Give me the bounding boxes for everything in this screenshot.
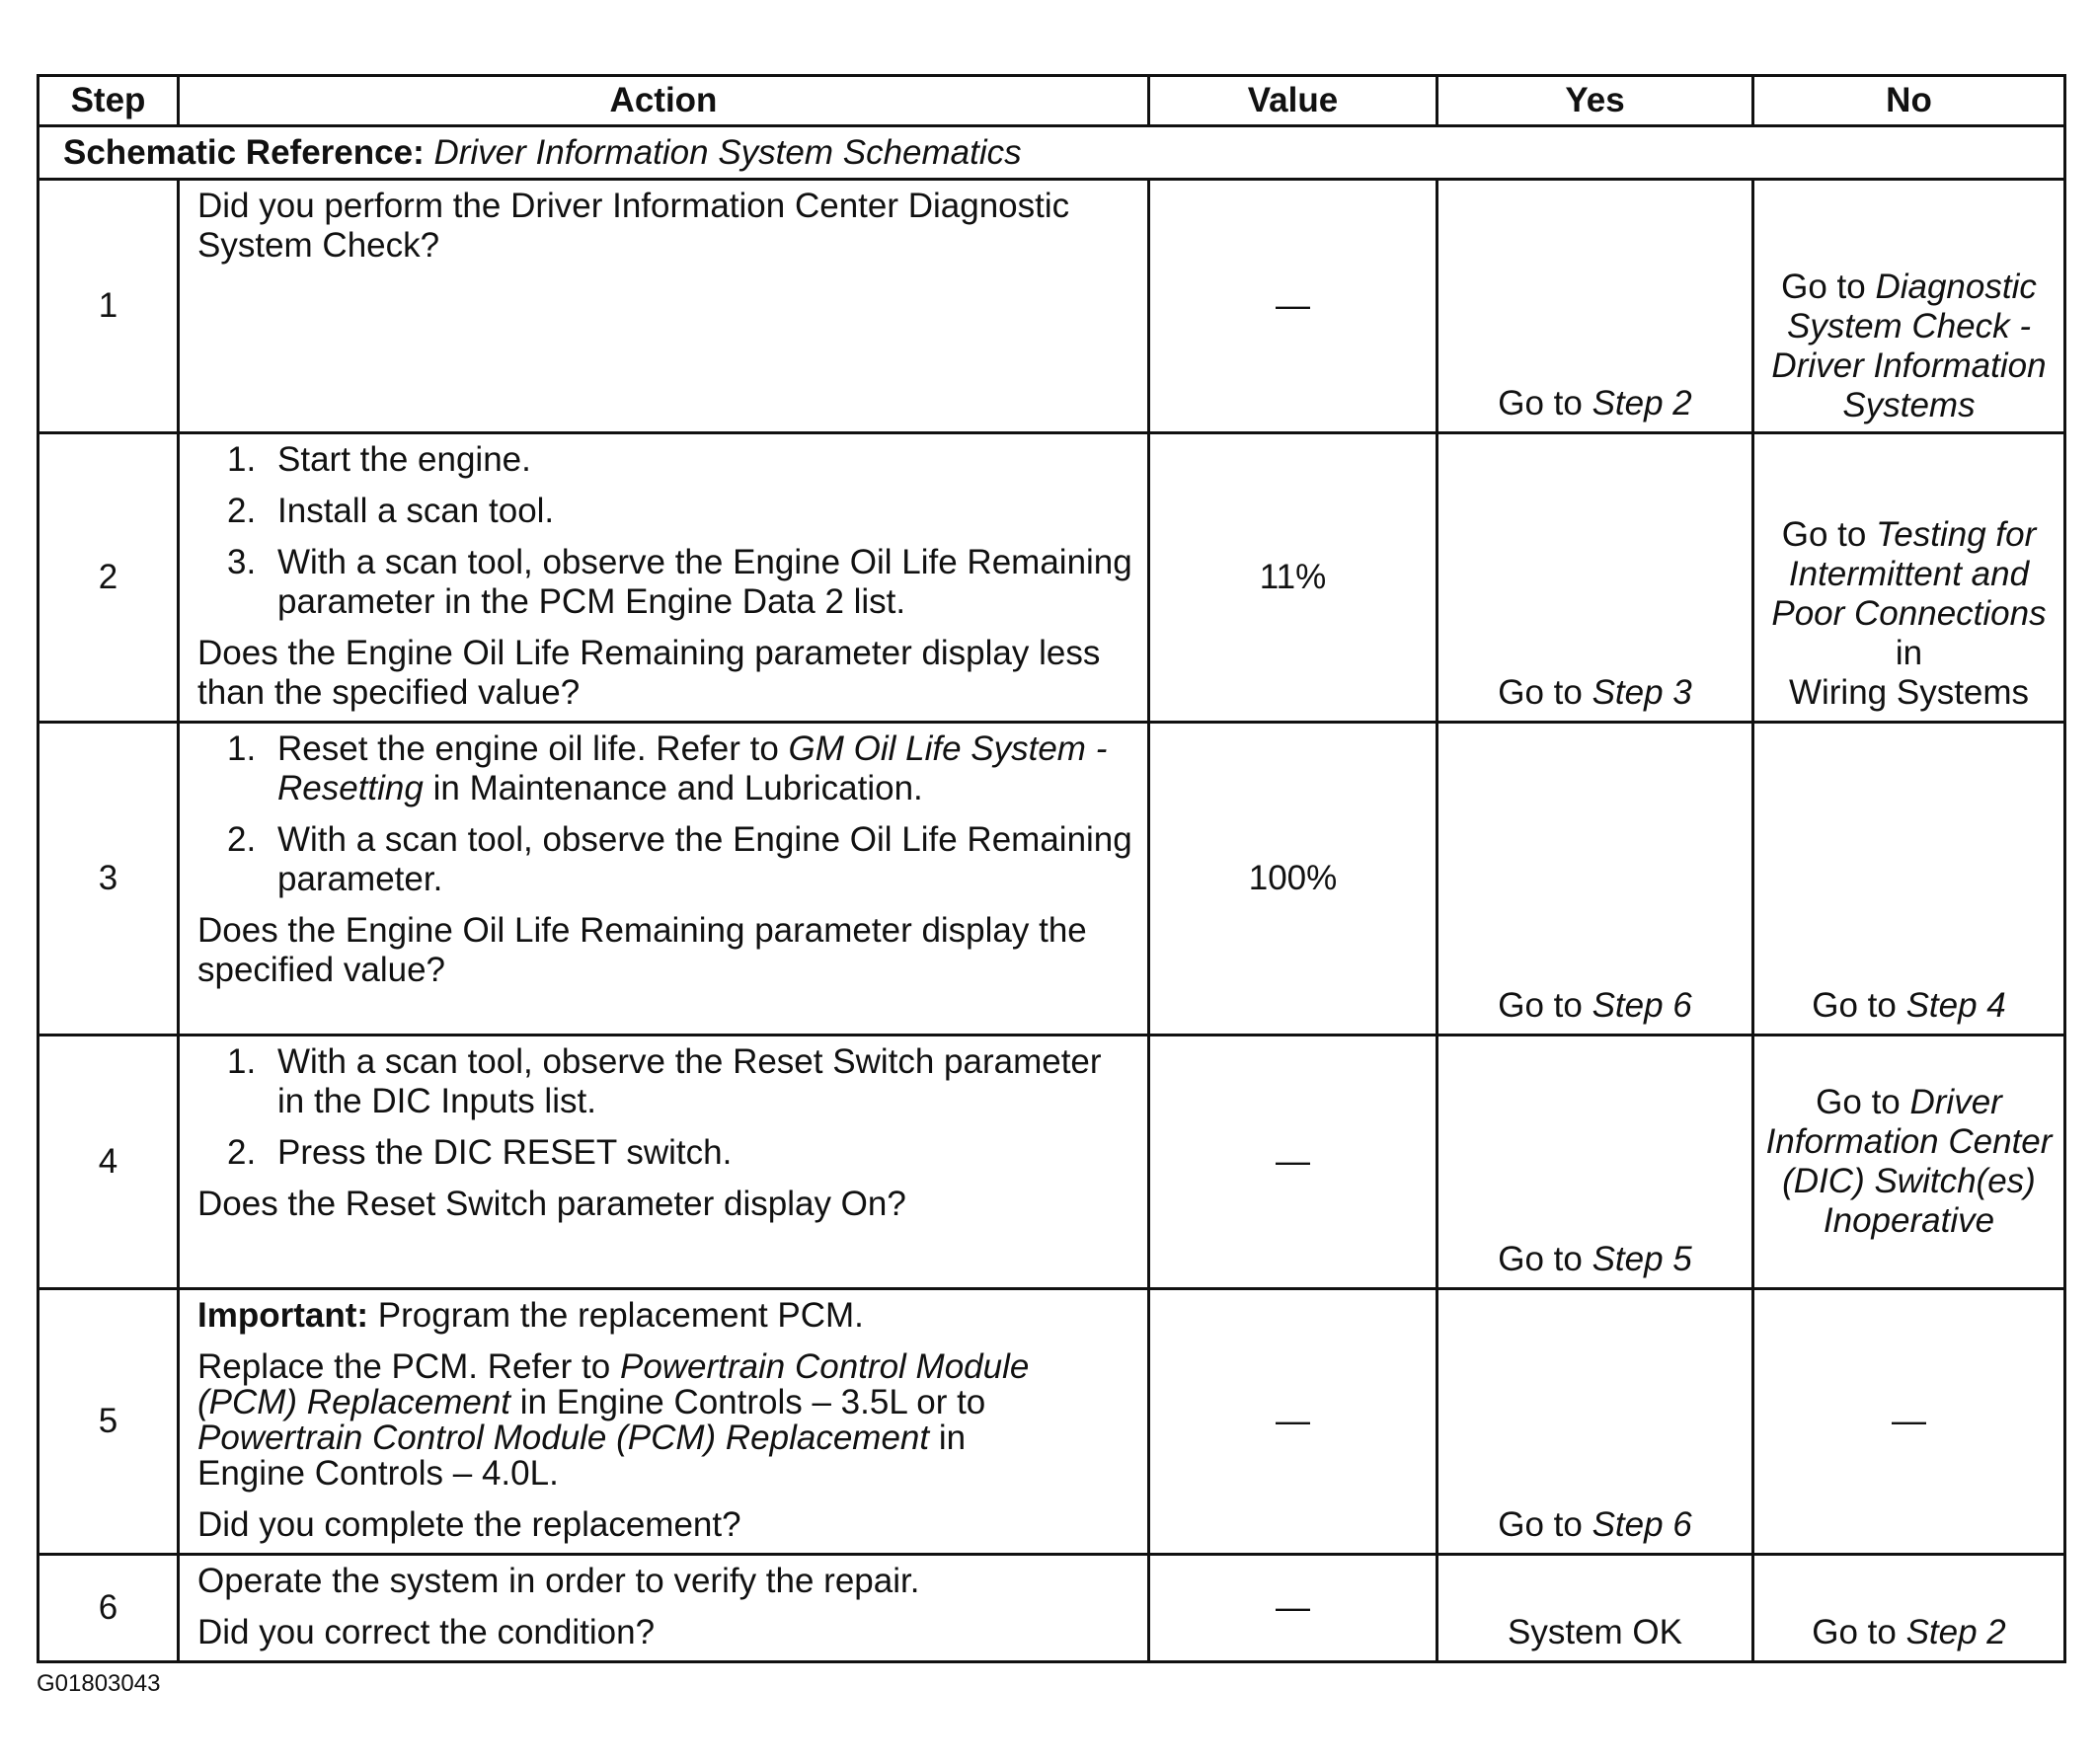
list-item-number: 2. bbox=[227, 492, 257, 530]
header-action: Action bbox=[179, 76, 1149, 126]
list-item-text: Press the DIC RESET switch. bbox=[277, 1133, 733, 1172]
action-cell bbox=[179, 1555, 1149, 1662]
header-row bbox=[39, 76, 2065, 126]
yes-link[interactable]: Step 6 bbox=[1592, 986, 1692, 1025]
important-label: Important: bbox=[197, 1296, 369, 1335]
figure-id: G01803043 bbox=[37, 1670, 161, 1697]
schematic-reference-link[interactable]: Driver Information System Schematics bbox=[433, 132, 1022, 172]
table-row bbox=[39, 1035, 2065, 1289]
action-question: Does the Reset Switch parameter display On? bbox=[197, 1185, 906, 1223]
no-cell bbox=[1753, 180, 2065, 433]
step-number: 6 bbox=[39, 1555, 179, 1662]
list-item-text: With a scan tool, observe the Engine Oil Life Remaining parameter in the PCM Engine Data 2 list. bbox=[277, 543, 1132, 621]
value-cell: 11% bbox=[1149, 433, 1437, 723]
value-cell: — bbox=[1149, 1289, 1437, 1555]
table-row bbox=[39, 1289, 2065, 1555]
action-text: Did you perform the Driver Information Center Diagnostic System Check? bbox=[197, 187, 1070, 265]
action-question: Did you complete the replacement? bbox=[197, 1505, 741, 1544]
action-question: Does the Engine Oil Life Remaining parameter display less than the specified value? bbox=[197, 634, 1101, 712]
no-link[interactable]: Driver Information Center (DIC) Switch(es) Inoperative bbox=[1765, 1083, 2053, 1240]
list-item-text: Reset the engine oil life. Refer to bbox=[277, 729, 789, 768]
important-note bbox=[197, 1296, 1133, 1336]
list-item-number: 1. bbox=[227, 729, 257, 768]
step-number: 5 bbox=[39, 1289, 179, 1555]
action-steps bbox=[197, 1042, 1133, 1173]
list-item-number: 2. bbox=[227, 1133, 257, 1172]
step-number: 2 bbox=[39, 433, 179, 723]
list-item-number: 1. bbox=[227, 1042, 257, 1081]
yes-cell bbox=[1437, 180, 1753, 433]
value-cell: — bbox=[1149, 1035, 1437, 1289]
replace-text: Replace the PCM. Refer to bbox=[197, 1347, 620, 1386]
replace-link[interactable]: Powertrain Control Module (PCM) Replacement bbox=[197, 1419, 930, 1457]
list-item bbox=[227, 1133, 1133, 1173]
list-item bbox=[227, 820, 1133, 899]
schematic-reference-label: Schematic Reference: bbox=[63, 132, 425, 172]
yes-cell bbox=[1437, 1289, 1753, 1555]
no-prefix: Go to bbox=[1812, 986, 1906, 1025]
no-prefix: Go to bbox=[1781, 515, 1877, 554]
step-number: 1 bbox=[39, 180, 179, 433]
diagnostic-table bbox=[37, 74, 2066, 1663]
no-link[interactable]: Step 4 bbox=[1905, 986, 2006, 1025]
list-item bbox=[227, 543, 1133, 622]
no-prefix: Go to bbox=[1781, 268, 1876, 306]
yes-prefix: Go to bbox=[1498, 986, 1592, 1025]
list-item-text: Install a scan tool. bbox=[277, 492, 555, 530]
list-item-link[interactable]: GM Oil Life System - Resetting bbox=[277, 729, 1108, 807]
no-cell bbox=[1753, 723, 2065, 1035]
step-number: 4 bbox=[39, 1035, 179, 1289]
list-item-number: 3. bbox=[227, 543, 257, 581]
yes-cell bbox=[1437, 1035, 1753, 1289]
no-prefix: Go to bbox=[1816, 1083, 1910, 1121]
list-item bbox=[227, 492, 1133, 531]
list-item-number: 2. bbox=[227, 820, 257, 859]
header-yes: Yes bbox=[1437, 76, 1753, 126]
yes-link[interactable]: Step 5 bbox=[1592, 1240, 1692, 1278]
no-cell bbox=[1753, 1035, 2065, 1289]
value-cell: — bbox=[1149, 1555, 1437, 1662]
yes-cell: System OK bbox=[1437, 1555, 1753, 1662]
yes-cell bbox=[1437, 433, 1753, 723]
yes-prefix: Go to bbox=[1498, 384, 1592, 422]
yes-cell bbox=[1437, 723, 1753, 1035]
replace-text: in Engine Controls – 3.5L or to bbox=[510, 1383, 986, 1421]
value-cell: 100% bbox=[1149, 723, 1437, 1035]
list-item-text: With a scan tool, observe the Engine Oil Life Remaining parameter. bbox=[277, 820, 1132, 898]
yes-prefix: Go to bbox=[1498, 1505, 1592, 1544]
table-row bbox=[39, 180, 2065, 433]
table-row bbox=[39, 723, 2065, 1035]
action-steps bbox=[197, 440, 1133, 622]
schematic-reference bbox=[39, 126, 2065, 180]
action-question: Did you correct the condition? bbox=[197, 1613, 656, 1651]
important-text: Program the replacement PCM. bbox=[368, 1296, 864, 1335]
no-prefix: Go to bbox=[1812, 1613, 1906, 1651]
no-cell bbox=[1753, 1555, 2065, 1662]
table-row bbox=[39, 433, 2065, 723]
header-step: Step bbox=[39, 76, 179, 126]
yes-prefix: Go to bbox=[1498, 673, 1592, 712]
list-item-text: in Maintenance and Lubrication. bbox=[423, 769, 923, 807]
step-number: 3 bbox=[39, 723, 179, 1035]
header-value: Value bbox=[1149, 76, 1437, 126]
header-no: No bbox=[1753, 76, 2065, 126]
no-suffix: Wiring Systems bbox=[1788, 673, 2030, 712]
action-cell bbox=[179, 180, 1149, 433]
list-item-text: With a scan tool, observe the Reset Switch parameter in the DIC Inputs list. bbox=[277, 1042, 1102, 1120]
yes-link[interactable]: Step 6 bbox=[1592, 1505, 1692, 1544]
schematic-reference-row bbox=[39, 126, 2065, 180]
yes-link[interactable]: Step 2 bbox=[1592, 384, 1692, 422]
no-cell: — bbox=[1753, 1289, 2065, 1555]
list-item-number: 1. bbox=[227, 440, 257, 479]
no-link[interactable]: Testing for Intermittent and Poor Connections bbox=[1771, 515, 2047, 633]
replace-instruction bbox=[197, 1349, 1133, 1492]
no-suffix: in bbox=[1895, 634, 1923, 672]
replace-text: in Engine Controls – 4.0L. bbox=[197, 1419, 967, 1493]
action-cell bbox=[179, 723, 1149, 1035]
no-link[interactable]: Diagnostic System Check - Driver Information Systems bbox=[1771, 268, 2047, 424]
value-cell: — bbox=[1149, 180, 1437, 433]
table-row bbox=[39, 1555, 2065, 1662]
no-cell bbox=[1753, 433, 2065, 723]
no-link[interactable]: Step 2 bbox=[1905, 1613, 2006, 1651]
action-cell bbox=[179, 433, 1149, 723]
action-steps bbox=[197, 729, 1133, 899]
yes-prefix: Go to bbox=[1498, 1240, 1592, 1278]
yes-link[interactable]: Step 3 bbox=[1592, 673, 1692, 712]
list-item-text: Start the engine. bbox=[277, 440, 531, 479]
list-item bbox=[227, 729, 1133, 808]
list-item bbox=[227, 440, 1133, 480]
action-cell bbox=[179, 1289, 1149, 1555]
replace-link[interactable]: Powertrain Control Module (PCM) Replacement bbox=[197, 1347, 1030, 1421]
list-item bbox=[227, 1042, 1133, 1121]
action-question: Does the Engine Oil Life Remaining parameter display the specified value? bbox=[197, 911, 1087, 989]
action-text: Operate the system in order to verify the repair. bbox=[197, 1562, 920, 1600]
action-cell bbox=[179, 1035, 1149, 1289]
